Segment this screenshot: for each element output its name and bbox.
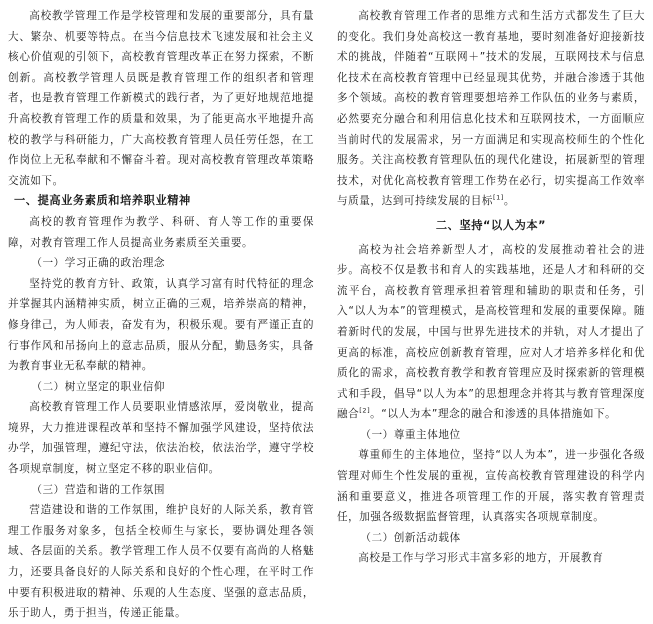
intro-paragraph: 高校教学管理工作是学校管理和发展的重要部分，具有量大、繁杂、机要等特点。在当今信息技术飞速发展和社会主义核心价值观的引领下，高校教育管理改革正在努力探索，不断创新。高校教学管理人员既是教育管理工作的组织者和管理者，也是教育管理工作新模式的践行者，为了更好地规范地提升高校教育管理工作的质量和效果，为了能更高水平地提升高校的教学与科研能力，广大高校教育管理人员任劳任怨，在工作岗位上无私奉献和不懈奋斗着。现对高校教育管理改革策略交流如下。	[8, 10, 314, 187]
subsection-heading-1-2: （二）树立坚定的职业信仰	[31, 380, 166, 393]
continued-paragraph-text: 高校教育管理工作者的思维方式和生活方式都发生了巨大的变化。我们身处高校这一教育基地，要时刻准备好迎接新技术的挑战，伴随着“互联网＋”技术的发展，互联网技术与信息化技术在高校教育管理中已经显现其优势，并融合渗透于其他多个领域。高校的教育管理要想培养工作队伍的业务与素质，必然要充分融合和利用信息化技术和互联网技术，一方面顺应当前时代的发展需求，另一方面满足和实现高校师生的个性化服务。关注高校教育管理队伍的现代化建设，拓展新型的管理技术，对优化高校教育管理工作势在必行，切实提高工作效率与质量，达到可持续发展的目标	[337, 10, 645, 208]
left-column	[8, 6, 314, 624]
section-2-paragraph	[337, 240, 645, 425]
section-heading-2: 二、坚持“以人为本”	[435, 218, 547, 232]
right-column	[337, 6, 645, 569]
subsection-1-1-paragraph: 坚持党的教育方针、政策，认真学习富有时代特征的理念并掌握其内涵精神实质，树立正确的三观，培养崇高的精神，修身律己，为人师表，奋发有为，积极乐观。要有严谨正直的行事作风和吊扬向上的意志品质，服从分配，勤恳务实，具备为教育事业无私奉献的精神。	[8, 277, 314, 373]
subsection-heading-2-2: （二）创新活动载体	[360, 531, 461, 544]
subsection-heading-2-1: （一）尊重主体地位	[360, 428, 461, 441]
section-2-paragraph-a: 高校为社会培养新型人才，高校的发展推动着社会的进步。高校不仅是教书和育人的实践基地，还是人才和科研的交流平台，高校教育管理承担着管理和辅助的职责和任务，引入“以人为本”的管理模式，是高校管理和发展的重要保障。随着新时代的发展，中国与世界先进技术的并轨，对人才提出了更高的标准，高校应创新教育管理，应对人才培养多样化和优质化的需求，高校教育教学和教育管理应及时探索新的管理模式和手段，倡导“以人为本”的思想理念并将其与教育管理深度融合	[337, 243, 645, 421]
subsection-2-1-paragraph: 尊重师生的主体地位，坚持“以人为本”，进一步强化各级管理对师生个性发展的重视，宣传高校教育管理建设的科学内涵和重要意义，推进各项管理工作的开展，落实教育管理责任，加强各级数据监督管理，认真落实各项规章制度。	[337, 449, 645, 524]
section-1-paragraph: 高校的教育管理作为教学、科研、育人等工作的重要保障，对教育管理工作人员提高业务素质至关重要。	[8, 215, 314, 249]
subsection-heading-1-3: （三）营造和谐的工作氛围	[31, 483, 166, 496]
section-heading-1: 一、提高业务素质和培养职业精神	[14, 194, 191, 208]
subsection-heading-1-1: （一）学习正确的政治理念	[31, 257, 166, 270]
subsection-1-2-paragraph: 高校教育管理工作人员要职业情感浓厚，爱岗敬业，提高境界，大力推进课程改革和坚持不懈加强学风建设，坚持依法办学，加强管理，遵纪守法，依法治校，依法治学，遵守学校各项规章制度，树立坚定不移的职业信仰。	[8, 401, 314, 476]
citation-2: [2]	[359, 406, 371, 415]
subsection-2-2-paragraph: 高校是工作与学习形式丰富多彩的地方，开展教育	[358, 552, 604, 565]
continued-paragraph	[337, 6, 645, 212]
citation-1: [1]	[493, 193, 504, 202]
subsection-1-3-paragraph: 营造建设和谐的工作氛围，维护良好的人际关系，教育管理工作服务对象多，包括全校师生与家长，要协调处理各领域、各层面的关系。教学管理工作人员不仅要有高尚的人格魅力，还要具备良好的人际关系和良好的个性心理，在平时工作中要有积极进取的精神、乐观的人生态度、坚强的意志品质，乐于助人，勇于担当，传递正能量。	[8, 504, 314, 620]
continued-paragraph-end: 。	[503, 195, 516, 208]
section-2-paragraph-b: 。“以人为本”理念的融合和渗透的具体措施如下。	[370, 408, 617, 421]
